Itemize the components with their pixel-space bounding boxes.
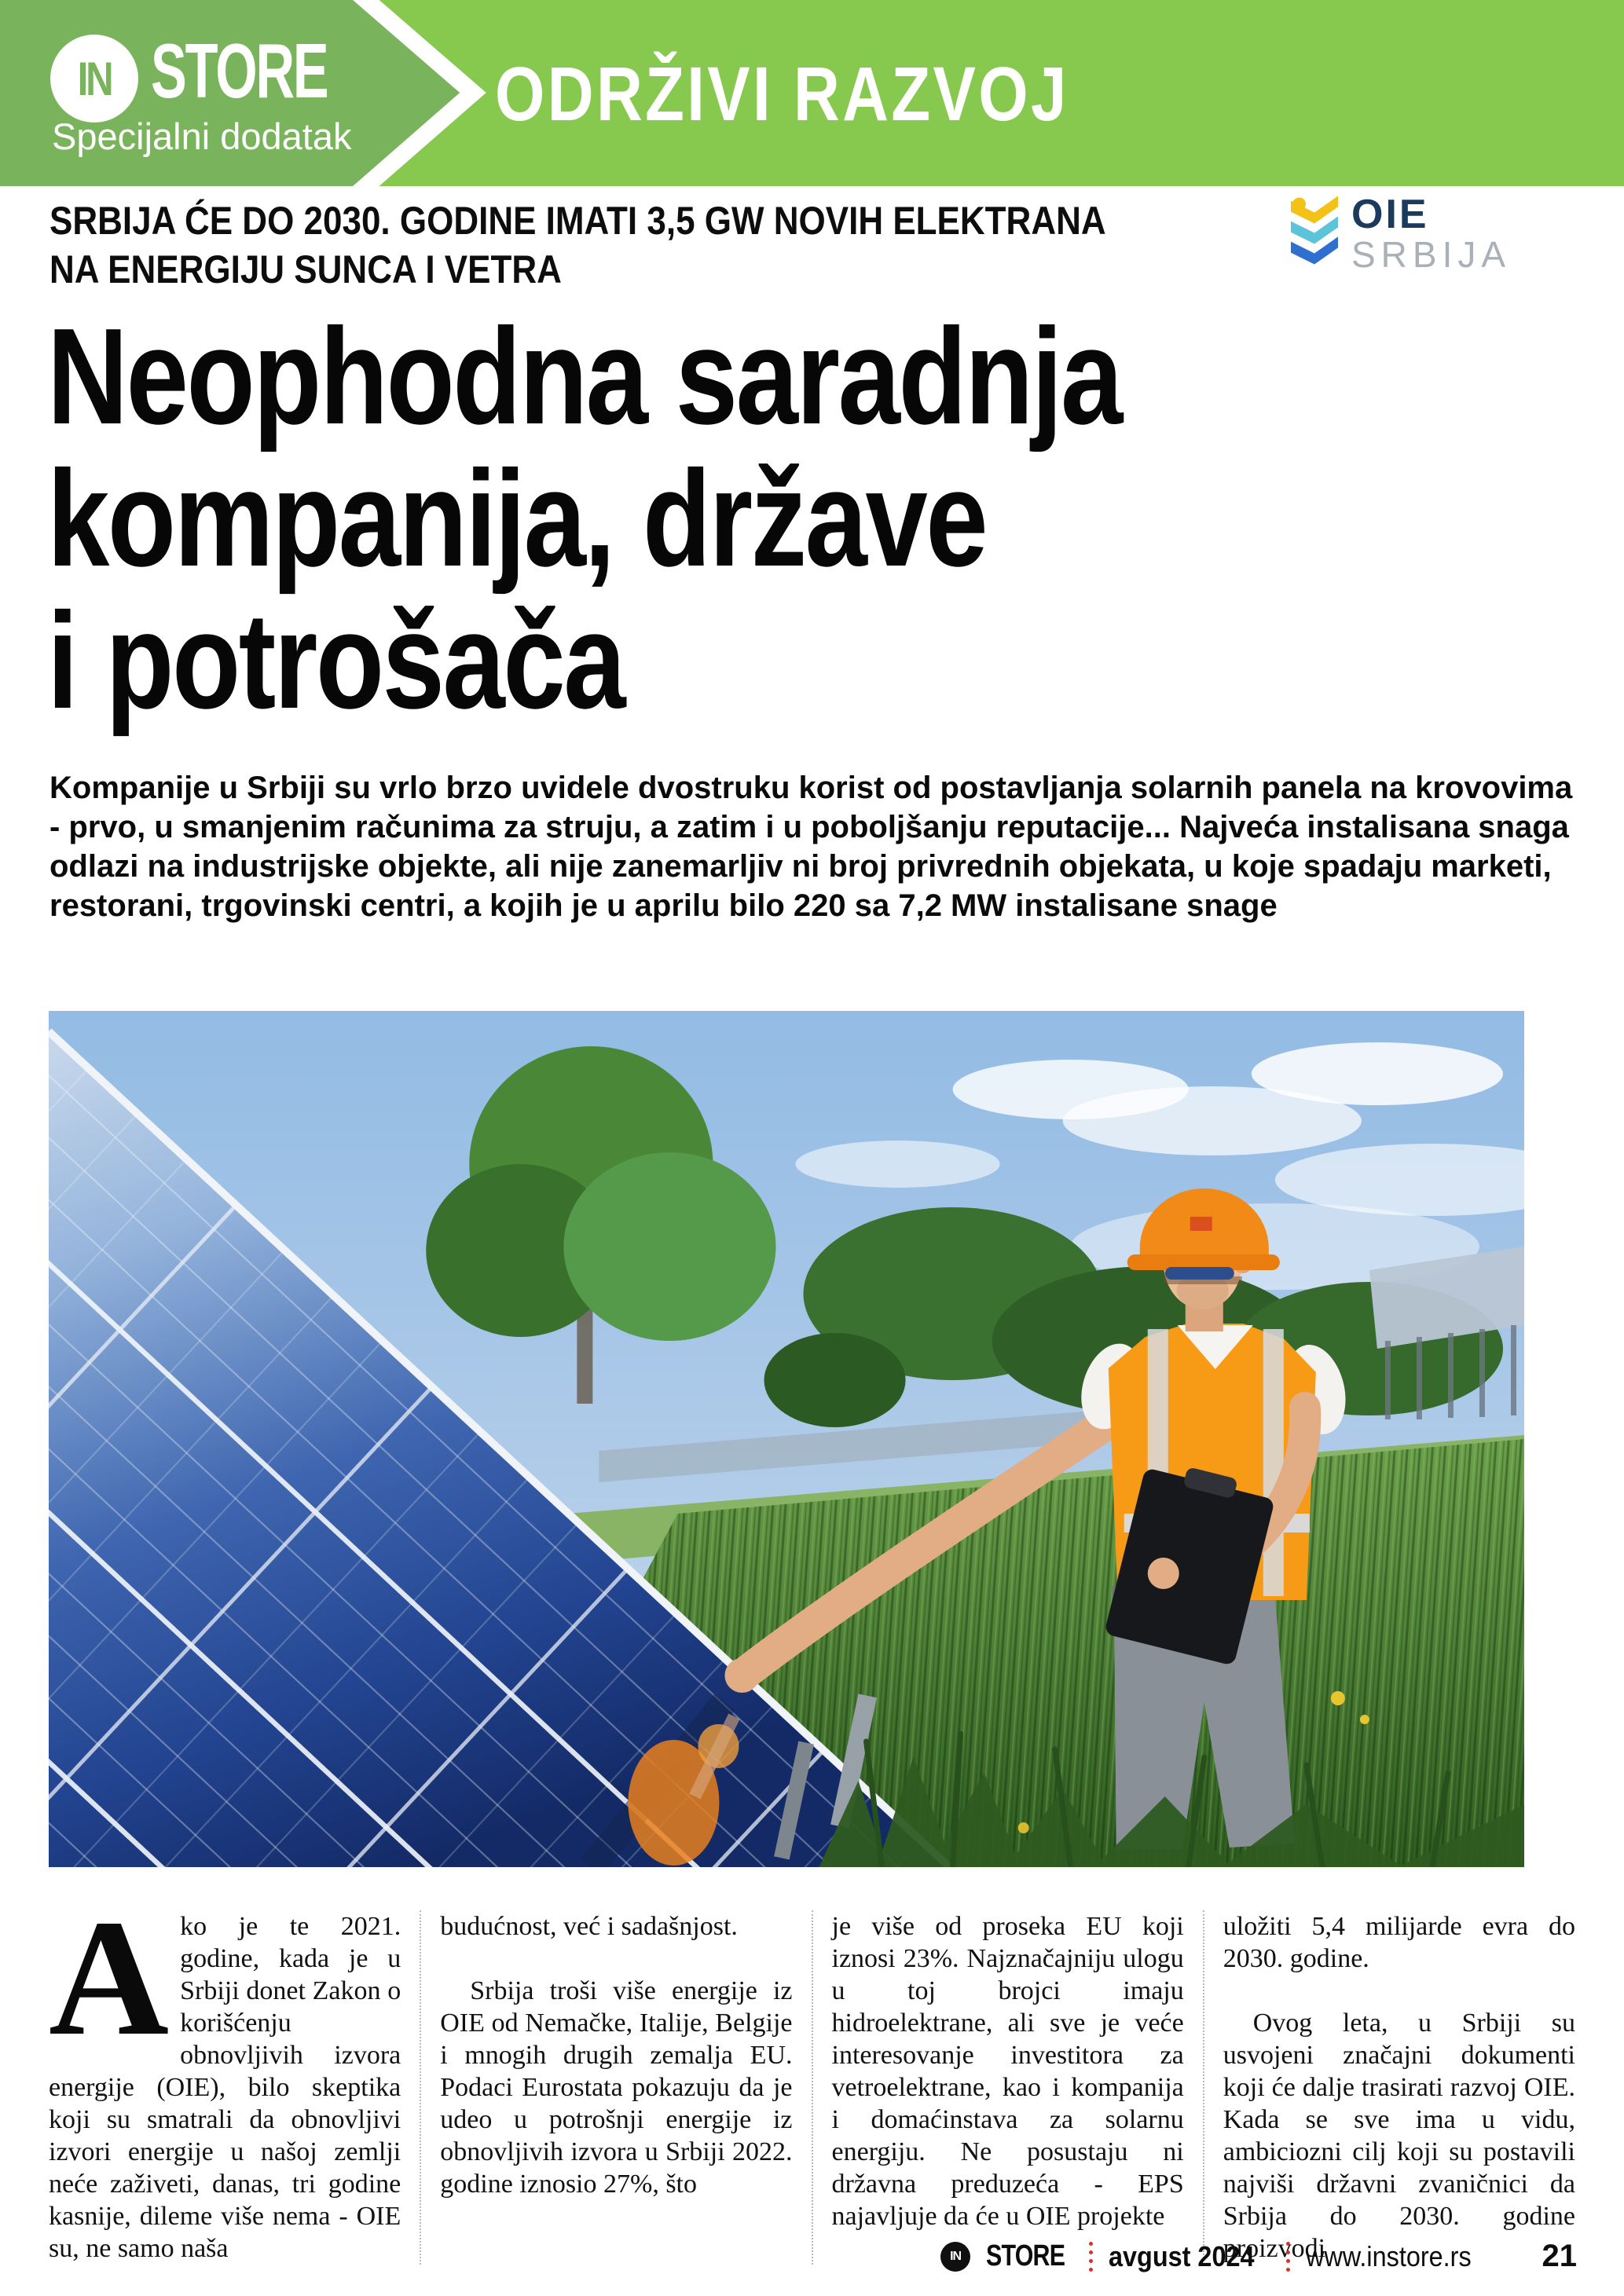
instore-footer-mark-icon bbox=[940, 2242, 970, 2272]
article-photo bbox=[49, 1011, 1524, 1867]
article-column-3 bbox=[812, 1910, 1184, 2265]
solar-panel-photo-illustration bbox=[49, 1011, 1524, 1867]
article-body bbox=[49, 1885, 1575, 2265]
oie-logo-subtitle: SRBIJA bbox=[1351, 234, 1512, 275]
article-column-4 bbox=[1203, 1910, 1575, 2265]
body-paragraph: je više od proseka EU koji iznosi 23%. Najznačajniju ulogu u toj brojci imaju hidroelektrane, ali sve je veće interesovanje investitora za vetroelektrane, kao i kompanija i domaćinstava za solarnu energiju. Ne posustaju ni državna preduzeća - EPS najavljuje da će u OIE projekte bbox=[831, 1912, 1184, 2231]
oie-logo-text bbox=[1351, 192, 1512, 275]
oie-srbija-logo bbox=[1289, 192, 1512, 275]
footer-website-link[interactable]: www.instore.rs bbox=[1306, 2239, 1472, 2272]
headline-line: i potrošača bbox=[47, 584, 625, 737]
section-title: ODRŽIVI RAZVOJ bbox=[495, 51, 1069, 137]
body-paragraph: Ovog leta, u Srbiji su usvojeni značajni dokumenti koji će dalje trasirati razvoj OIE. Kada se sve ima u vidu, ambiciozni cilj koji su postavili najviši državni zvaničnici da Srbija do 2030. godine proizvodi bbox=[1223, 2009, 1575, 2263]
oie-logo-title: OIE bbox=[1351, 192, 1429, 237]
kicker bbox=[49, 196, 1106, 294]
kicker-line: NA ENERGIJU SUNCA I VETRA bbox=[49, 247, 562, 291]
dropcap: A bbox=[49, 1885, 170, 2070]
body-paragraph: budućnost, već i sadašnjost. bbox=[440, 1912, 738, 1941]
article-column-2 bbox=[420, 1910, 792, 2265]
body-paragraph: ko je te 2021. godine, kada je u Srbiji donet Zakon o korišćenju obnovljivih izvora energije (OIE), bilo skeptika koji su smatrali da obnovljivi izvori energije u našoj zemlji neće zaživeti, danas, tri godine kasnije, dileme više nema - OIE su, ne samo naša bbox=[49, 1912, 401, 2263]
article-column-1 bbox=[49, 1885, 401, 2265]
body-paragraph: Srbija troši više energije iz OIE od Nemačke, Italije, Belgije i mnogih drugih zemalja EU. Podaci Eurostata pokazuju da je udeo u potrošnji energije iz obnovljivih izvora u Srbiji 2022. godine iznosio 27%, što bbox=[440, 1976, 793, 2199]
body-paragraph: uložiti 5,4 milijarde evra do 2030. godine. bbox=[1223, 1912, 1575, 1973]
footer-divider bbox=[1286, 2242, 1290, 2272]
headline bbox=[47, 299, 1121, 737]
brand-subtitle: Specijalni dodatak bbox=[52, 115, 352, 157]
lead-paragraph: Kompanije u Srbiji su vrlo brzo uvidele dvostruku korist od postavljanja solarnih panela na krovovima - prvo, u smanjenim računima za struju, a zatim i u poboljšanju reputacije... Najveća instalisana snaga odlazi na industrijske objekte, ali nije zanemarljiv ni broj privrednih objekata, u koje spadaju marketi, restorani, trgovinski centri, a kojih je u aprilu bilo 220 sa 7,2 MW instalisane snage bbox=[49, 771, 1573, 923]
footer-mark-letters: IN bbox=[950, 2249, 962, 2263]
kicker-line: SRBIJA ĆE DO 2030. GODINE IMATI 3,5 GW NOVIH ELEKTRANA bbox=[49, 199, 1106, 243]
footer-divider bbox=[1089, 2242, 1093, 2272]
brand-name: STORE bbox=[151, 27, 328, 114]
instore-circle-mark-icon bbox=[50, 35, 138, 123]
instore-mark-letters: IN bbox=[77, 52, 112, 105]
oie-mark-icon bbox=[1289, 195, 1340, 273]
footer-brand: STORE bbox=[986, 2239, 1065, 2272]
page-number: 21 bbox=[1542, 2239, 1577, 2273]
masthead bbox=[0, 0, 1624, 186]
footer-date: avgust 2024 bbox=[1109, 2239, 1255, 2272]
headline-line: kompanija, države bbox=[47, 441, 987, 595]
page-footer bbox=[940, 2239, 1577, 2274]
headline-line: Neophodna saradnja bbox=[47, 299, 1121, 452]
